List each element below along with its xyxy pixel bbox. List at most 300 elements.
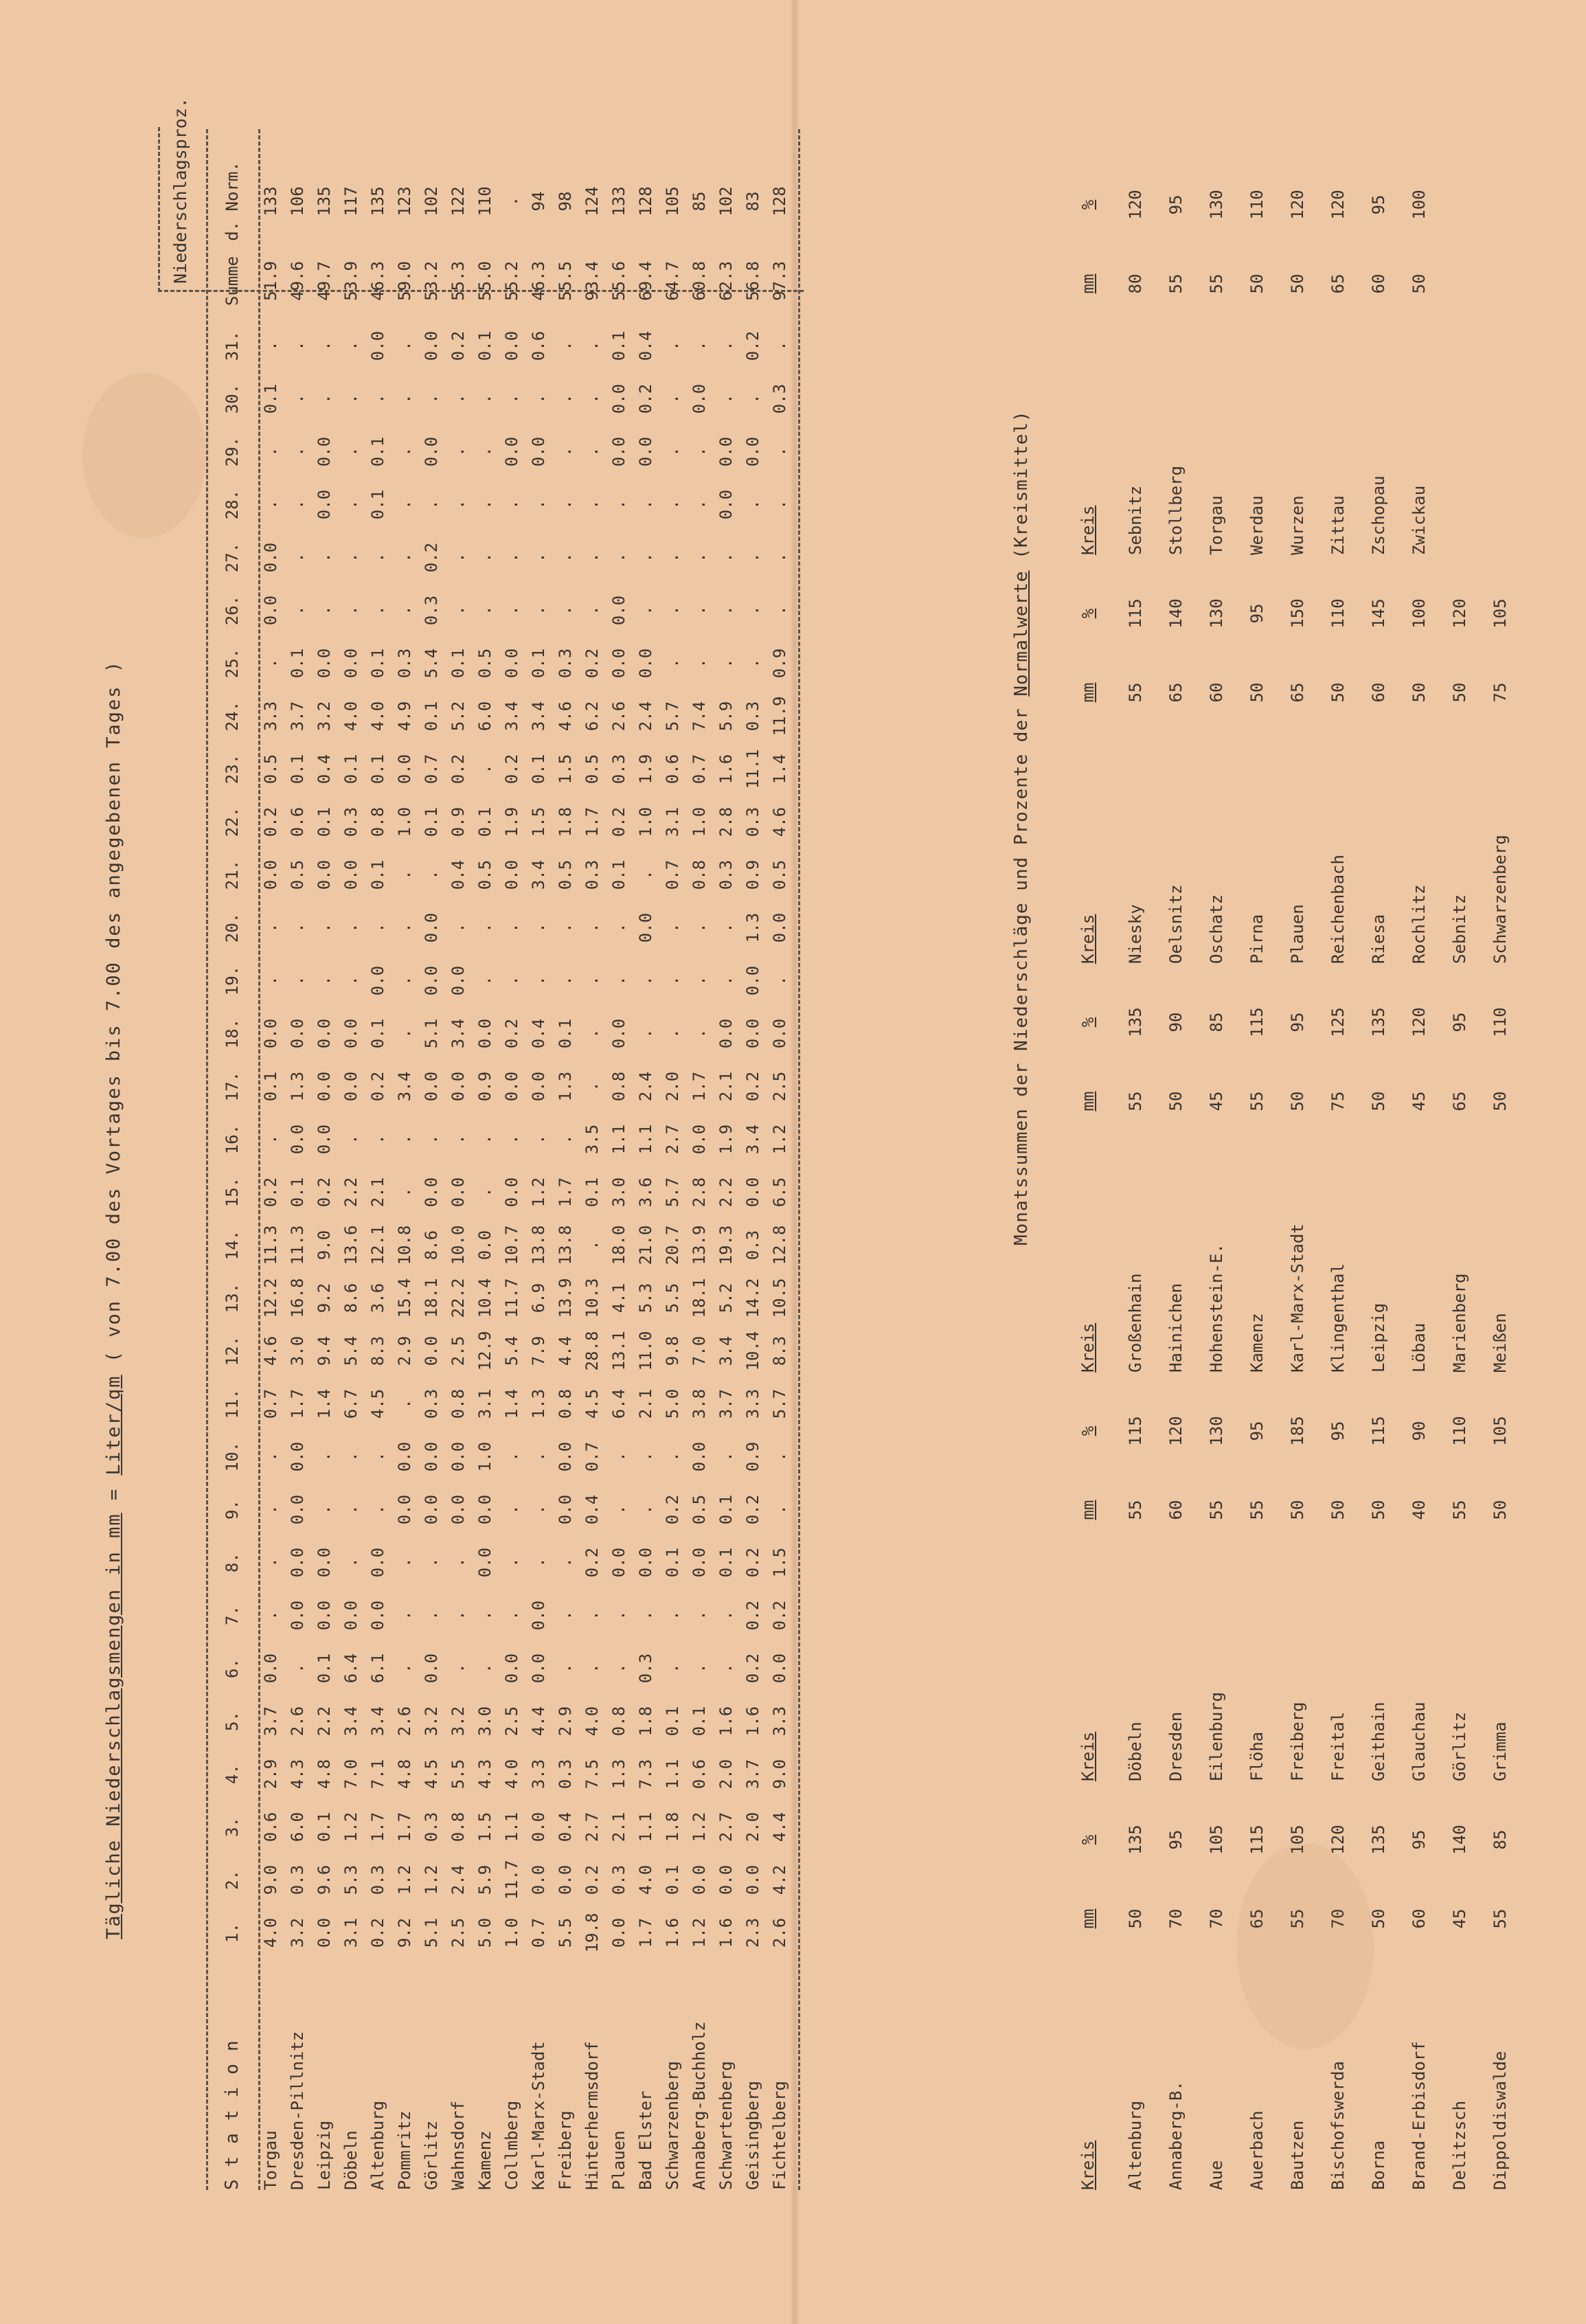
daily-value: 0.0 (421, 1653, 441, 1684)
daily-rule-topright (158, 127, 160, 292)
daily-value: 0.3 (635, 1653, 655, 1684)
daily-value: 0.0 (501, 1653, 521, 1684)
daily-value: . (743, 605, 762, 616)
daily-value: 7.4 (689, 701, 709, 732)
daily-value: 12.1 (367, 1225, 387, 1265)
daily-value: 0.0 (609, 1547, 628, 1578)
mm-header: mm (1078, 273, 1098, 294)
daily-value: 0.2 (635, 383, 655, 414)
table-row (1155, 163, 1196, 555)
table-row (1398, 163, 1439, 555)
daily-value: 2.7 (716, 1812, 736, 1842)
daily-value: . (501, 605, 521, 616)
day-header: 8. (223, 1553, 242, 1572)
district-percent: 95 (1449, 1012, 1469, 1033)
daily-value: . (716, 552, 736, 563)
district-percent: 105 (1287, 1825, 1307, 1855)
percent-header: % (1078, 1425, 1098, 1436)
district-mm: 50 (1247, 682, 1267, 703)
daily-value: 0.1 (528, 754, 548, 785)
station-name: Görlitz (421, 2120, 441, 2190)
table-row (1317, 1390, 1358, 1781)
district-mm: 50 (1287, 273, 1307, 294)
district-name: Zittau (1328, 495, 1348, 555)
daily-value: . (314, 552, 334, 563)
district-name: Aue (1206, 2160, 1226, 2190)
district-percent: 140 (1449, 1825, 1469, 1855)
daily-value: . (287, 341, 307, 351)
sum-header: Summe (223, 256, 242, 306)
daily-value: 4.6 (769, 806, 789, 837)
daily-value: . (341, 975, 361, 986)
daily-value: 10.8 (394, 1225, 414, 1265)
daily-value: 0.0 (287, 1018, 307, 1049)
percent-of-norm: . (501, 196, 521, 207)
daily-value: 3.4 (448, 1018, 468, 1049)
district-name: Hainichen (1166, 1283, 1186, 1373)
table-row (1196, 981, 1236, 1373)
daily-value: 0.1 (260, 1071, 280, 1102)
daily-value: . (367, 1504, 387, 1515)
daily-value: . (662, 499, 682, 510)
daily-value: . (635, 1504, 655, 1515)
daily-value: . (635, 1610, 655, 1621)
daily-value: 0.0 (314, 489, 334, 520)
district-name: Plauen (1287, 904, 1307, 964)
daily-value: . (662, 975, 682, 986)
daily-value: 4.5 (421, 1759, 441, 1790)
daily-value: 0.0 (421, 965, 441, 996)
daily-value: 5.2 (448, 701, 468, 732)
daily-value: 10.3 (582, 1278, 602, 1318)
daily-value: 0.7 (662, 859, 682, 890)
daily-value: 4.6 (555, 701, 575, 732)
daily-value: 9.6 (314, 1864, 334, 1895)
daily-value: 1.6 (662, 1917, 682, 1948)
daily-value: . (394, 341, 414, 351)
daily-value: 0.7 (528, 1917, 548, 1948)
monthly-sum: 64.7 (662, 261, 682, 301)
daily-value: . (260, 1134, 280, 1144)
daily-header-row (207, 160, 257, 2190)
daily-value: 0.1 (609, 330, 628, 361)
daily-value: . (314, 1452, 334, 1462)
district-percent: 150 (1287, 598, 1307, 629)
daily-value: 5.5 (662, 1283, 682, 1313)
daily-value: 0.0 (689, 1124, 709, 1155)
district-name: Glauchau (1409, 1702, 1429, 1781)
daily-value: 3.3 (260, 701, 280, 732)
daily-value: 1.1 (662, 1759, 682, 1790)
daily-value: 0.0 (367, 330, 387, 361)
table-row (1115, 1798, 1155, 2190)
daily-value: 3.3 (528, 1759, 548, 1790)
district-percent: 115 (1125, 598, 1145, 629)
daily-value: . (528, 975, 548, 986)
daily-value: 0.8 (555, 1388, 575, 1419)
daily-value: 0.3 (609, 754, 628, 785)
daily-value: 12.2 (260, 1278, 280, 1318)
daily-value: . (716, 658, 736, 668)
daily-value: . (475, 1187, 495, 1197)
daily-value: 1.3 (287, 1071, 307, 1102)
daily-value: 0.3 (716, 859, 736, 890)
district-name: Großenhain (1125, 1273, 1145, 1373)
day-header: 21. (223, 859, 242, 890)
daily-value: . (689, 605, 709, 616)
district-percent: 130 (1206, 598, 1226, 629)
daily-value: . (769, 605, 789, 616)
day-header: 24. (223, 701, 242, 732)
daily-value: 0.0 (421, 1177, 441, 1208)
station-name: Torgau (260, 2130, 280, 2190)
district-mm: 50 (1125, 1908, 1145, 1929)
daily-value: . (314, 394, 334, 404)
precip-percent-header: Niederschlagsproz. (170, 98, 190, 284)
daily-value: 0.0 (314, 1124, 334, 1155)
daily-value: . (528, 552, 548, 563)
day-header: 28. (223, 489, 242, 520)
daily-value: 4.3 (475, 1759, 495, 1790)
daily-value: . (367, 1452, 387, 1462)
district-percent: 90 (1166, 1012, 1186, 1033)
table-row (578, 160, 605, 2190)
table-row (1196, 1390, 1236, 1781)
daily-value: 2.5 (769, 1071, 789, 1102)
district-percent: 120 (1125, 190, 1145, 220)
daily-value: 0.1 (367, 489, 387, 520)
percent-of-norm: 110 (475, 186, 495, 216)
daily-value: 2.1 (609, 1812, 628, 1842)
daily-value: 15.4 (394, 1278, 414, 1318)
daily-value: . (475, 975, 495, 986)
district-name: Torgau (1206, 495, 1226, 555)
paper-stain (1236, 1843, 1374, 2049)
percent-of-norm: 105 (662, 186, 682, 216)
daily-value: 1.6 (716, 1917, 736, 1948)
daily-value: . (716, 605, 736, 616)
daily-value: . (475, 1610, 495, 1621)
day-header: 11. (223, 1388, 242, 1419)
district-mm: 50 (1368, 1500, 1388, 1520)
daily-value: 3.4 (367, 1706, 387, 1737)
daily-value: 2.4 (635, 701, 655, 732)
mm-header: mm (1078, 1091, 1098, 1112)
daily-value: 0.0 (609, 383, 628, 414)
district-name: Freital (1328, 1711, 1348, 1781)
district-mm: 55 (1166, 273, 1186, 294)
district-name: Borna (1368, 2140, 1388, 2190)
table-row (1236, 163, 1277, 555)
district-percent: 135 (1125, 1007, 1145, 1037)
daily-value: 0.5 (555, 859, 575, 890)
daily-value: 1.6 (716, 754, 736, 785)
daily-value: 0.5 (582, 754, 602, 785)
daily-value: . (341, 447, 361, 457)
daily-value: 5.4 (421, 648, 441, 679)
daily-value: 2.6 (609, 701, 628, 732)
daily-value: 3.7 (260, 1706, 280, 1737)
daily-value: 3.7 (287, 701, 307, 732)
daily-value: . (448, 1557, 468, 1568)
monthly-sum: 46.3 (528, 261, 548, 301)
daily-value: 0.0 (635, 436, 655, 467)
daily-value: 0.1 (421, 701, 441, 732)
daily-value: . (341, 1557, 361, 1568)
daily-value: 3.6 (635, 1177, 655, 1208)
daily-value: . (662, 1028, 682, 1039)
daily-value: . (662, 552, 682, 563)
table-row (552, 160, 578, 2190)
daily-value: 8.3 (769, 1335, 789, 1366)
daily-value: 0.0 (394, 1441, 414, 1472)
daily-value: 0.0 (287, 1547, 307, 1578)
table-row (337, 160, 364, 2190)
monthly-sum: 97.3 (769, 261, 789, 301)
daily-value: 0.0 (260, 859, 280, 890)
percent-of-norm: 135 (367, 186, 387, 216)
daily-value: 3.4 (528, 701, 548, 732)
daily-value: 2.0 (743, 1812, 762, 1842)
station-name: Karl-Marx-Stadt (528, 2041, 548, 2190)
daily-value: 1.0 (689, 806, 709, 837)
daily-value: 4.0 (635, 1864, 655, 1895)
daily-value: 0.0 (743, 1177, 762, 1208)
district-percent: 100 (1409, 190, 1429, 220)
daily-value: . (367, 923, 387, 933)
district-mm: 50 (1409, 682, 1429, 703)
daily-value: 3.4 (743, 1124, 762, 1155)
daily-value: . (635, 605, 655, 616)
district-name: Werdau (1247, 495, 1267, 555)
daily-value: . (716, 1610, 736, 1621)
station-name: Wahnsdorf (448, 2100, 468, 2190)
daily-value: . (501, 975, 521, 986)
daily-value: . (501, 1504, 521, 1515)
daily-value: 2.1 (367, 1177, 387, 1208)
daily-value: . (555, 394, 575, 404)
daily-value: . (341, 1134, 361, 1144)
daily-value: 0.5 (260, 754, 280, 785)
daily-value: 0.1 (287, 648, 307, 679)
daily-value: 0.3 (287, 1864, 307, 1895)
daily-value: 8.3 (367, 1335, 387, 1366)
daily-value: . (609, 975, 628, 986)
daily-value: 3.2 (448, 1706, 468, 1737)
daily-value: 0.0 (448, 1177, 468, 1208)
daily-value: 0.1 (555, 1018, 575, 1049)
daily-value: 0.0 (314, 436, 334, 467)
district-mm: 60 (1166, 1500, 1186, 1520)
daily-value: 3.4 (341, 1706, 361, 1737)
daily-value: 14.2 (743, 1278, 762, 1318)
daily-value: 0.0 (448, 1441, 468, 1472)
table-row (1196, 572, 1236, 964)
daily-value: . (743, 658, 762, 668)
daily-value: . (394, 870, 414, 880)
daily-value: . (662, 341, 682, 351)
daily-value: 5.7 (769, 1388, 789, 1419)
table-row (310, 160, 337, 2190)
table-row (1196, 1798, 1236, 2190)
daily-value: 0.4 (555, 1812, 575, 1842)
daily-value: 1.3 (528, 1388, 548, 1419)
daily-value: 4.8 (394, 1759, 414, 1790)
district-name: Löbau (1409, 1322, 1429, 1373)
daily-value: . (716, 341, 736, 351)
daily-value: . (475, 764, 495, 774)
daily-value: . (555, 499, 575, 510)
daily-value: 13.1 (609, 1331, 628, 1371)
daily-value: 0.1 (609, 859, 628, 890)
daily-value: 0.6 (528, 330, 548, 361)
monthly-sum: 60.8 (689, 261, 709, 301)
table-row (1358, 1390, 1398, 1781)
district-name: Sebnitz (1449, 894, 1469, 964)
daily-value: . (582, 341, 602, 351)
daily-value: . (716, 394, 736, 404)
day-header: 27. (223, 542, 242, 573)
table-row (1317, 981, 1358, 1373)
district-mm: 55 (1449, 1500, 1469, 1520)
daily-value: 0.0 (689, 1864, 709, 1895)
daily-value: 0.0 (689, 383, 709, 414)
norm-header-row (1061, 572, 1115, 964)
daily-value: 6.1 (367, 1653, 387, 1684)
daily-value: 0.3 (743, 701, 762, 732)
daily-value: 7.9 (528, 1335, 548, 1366)
daily-value: 0.0 (341, 1600, 361, 1631)
station-header: Station (222, 2028, 242, 2190)
district-mm: 65 (1287, 682, 1307, 703)
daily-value: . (421, 394, 441, 404)
daily-value: 2.4 (635, 1071, 655, 1102)
daily-value: 0.0 (501, 330, 521, 361)
table-row (632, 160, 659, 2190)
daily-value: 4.5 (367, 1388, 387, 1419)
daily-value: 1.0 (635, 806, 655, 837)
daily-value: 6.4 (609, 1388, 628, 1419)
daily-value: 5.1 (421, 1018, 441, 1049)
daily-value: 5.0 (662, 1388, 682, 1419)
daily-value: 0.0 (769, 912, 789, 943)
norm-table (1061, 163, 1439, 555)
daily-value: 2.4 (448, 1864, 468, 1895)
day-header: 17. (223, 1071, 242, 1102)
daily-value: 0.0 (421, 1441, 441, 1472)
daily-value: 3.7 (743, 1759, 762, 1790)
daily-value: 0.2 (743, 1600, 762, 1631)
daily-value: . (689, 1663, 709, 1673)
percent-of-norm: 135 (314, 186, 334, 216)
daily-value: . (421, 1134, 441, 1144)
district-percent: 110 (1449, 1416, 1469, 1446)
day-header: 15. (223, 1177, 242, 1208)
district-name: Kamenz (1247, 1313, 1267, 1373)
daily-value: . (367, 1134, 387, 1144)
monthly-sum: 55.6 (609, 261, 628, 301)
table-row (1277, 572, 1317, 964)
district-percent: 95 (1247, 603, 1267, 624)
daily-value: . (528, 923, 548, 933)
kreis-header: Kreis (1078, 505, 1098, 555)
district-percent: 110 (1328, 598, 1348, 629)
monthly-sum: 55.2 (501, 261, 521, 301)
daily-value: 0.0 (528, 1600, 548, 1631)
daily-value: 1.1 (609, 1124, 628, 1155)
district-percent: 120 (1166, 1416, 1186, 1446)
daily-value: 4.5 (582, 1388, 602, 1419)
daily-value: 4.4 (769, 1812, 789, 1842)
norm-title-part-1: Monatssummen der Niederschläge und Prozente der (1011, 696, 1032, 1245)
day-header: 3. (223, 1817, 242, 1837)
daily-value: 4.3 (287, 1759, 307, 1790)
district-percent: 95 (1166, 1829, 1186, 1850)
table-row (1398, 572, 1439, 964)
table-row (1115, 572, 1155, 964)
district-mm: 60 (1368, 273, 1388, 294)
daily-value: 0.1 (367, 1018, 387, 1049)
daily-value: 0.4 (314, 754, 334, 785)
daily-value: . (394, 1187, 414, 1197)
daily-value: 0.0 (769, 1653, 789, 1684)
daily-value: 11.0 (635, 1331, 655, 1371)
table-row (284, 160, 310, 2190)
daily-value: 0.0 (287, 1441, 307, 1472)
daily-value: 6.4 (341, 1653, 361, 1684)
district-percent: 185 (1287, 1416, 1307, 1446)
daily-value: . (260, 499, 280, 510)
table-row (1115, 1390, 1155, 1781)
daily-value: 0.0 (743, 965, 762, 996)
daily-value: . (609, 1663, 628, 1673)
district-percent: 95 (1368, 194, 1388, 215)
daily-value: 7.1 (367, 1759, 387, 1790)
daily-value: . (501, 923, 521, 933)
norm-header-row (1061, 981, 1115, 1373)
daily-value: . (475, 1134, 495, 1144)
daily-value: . (582, 923, 602, 933)
daily-value: . (287, 552, 307, 563)
daily-value: 18.1 (421, 1278, 441, 1318)
district-mm: 50 (1287, 1500, 1307, 1520)
district-percent: 135 (1368, 1007, 1388, 1037)
monthly-sum: 59.0 (394, 261, 414, 301)
daily-value: 0.2 (743, 1494, 762, 1525)
station-name: Döbeln (341, 2130, 361, 2190)
district-mm: 70 (1166, 1908, 1186, 1929)
district-mm: 50 (1449, 682, 1469, 703)
daily-value: 12.9 (475, 1331, 495, 1371)
table-row (1317, 163, 1358, 555)
daily-value: 5.9 (475, 1864, 495, 1895)
district-name: Döbeln (1125, 1722, 1145, 1781)
table-row (257, 160, 284, 2190)
percent-of-norm: 98 (555, 191, 575, 212)
district-name: Klingenthal (1328, 1263, 1348, 1373)
daily-value: 10.0 (448, 1225, 468, 1265)
station-name: Bad Elster (635, 2090, 655, 2190)
daily-value: 0.8 (609, 1706, 628, 1737)
daily-value: 0.2 (582, 1864, 602, 1895)
daily-value: . (582, 1610, 602, 1621)
mm-header: mm (1078, 1908, 1098, 1929)
daily-value: 1.2 (394, 1864, 414, 1895)
district-percent: 130 (1206, 190, 1226, 220)
daily-value: 0.2 (448, 330, 468, 361)
daily-value: . (501, 499, 521, 510)
daily-value: 2.6 (287, 1706, 307, 1737)
